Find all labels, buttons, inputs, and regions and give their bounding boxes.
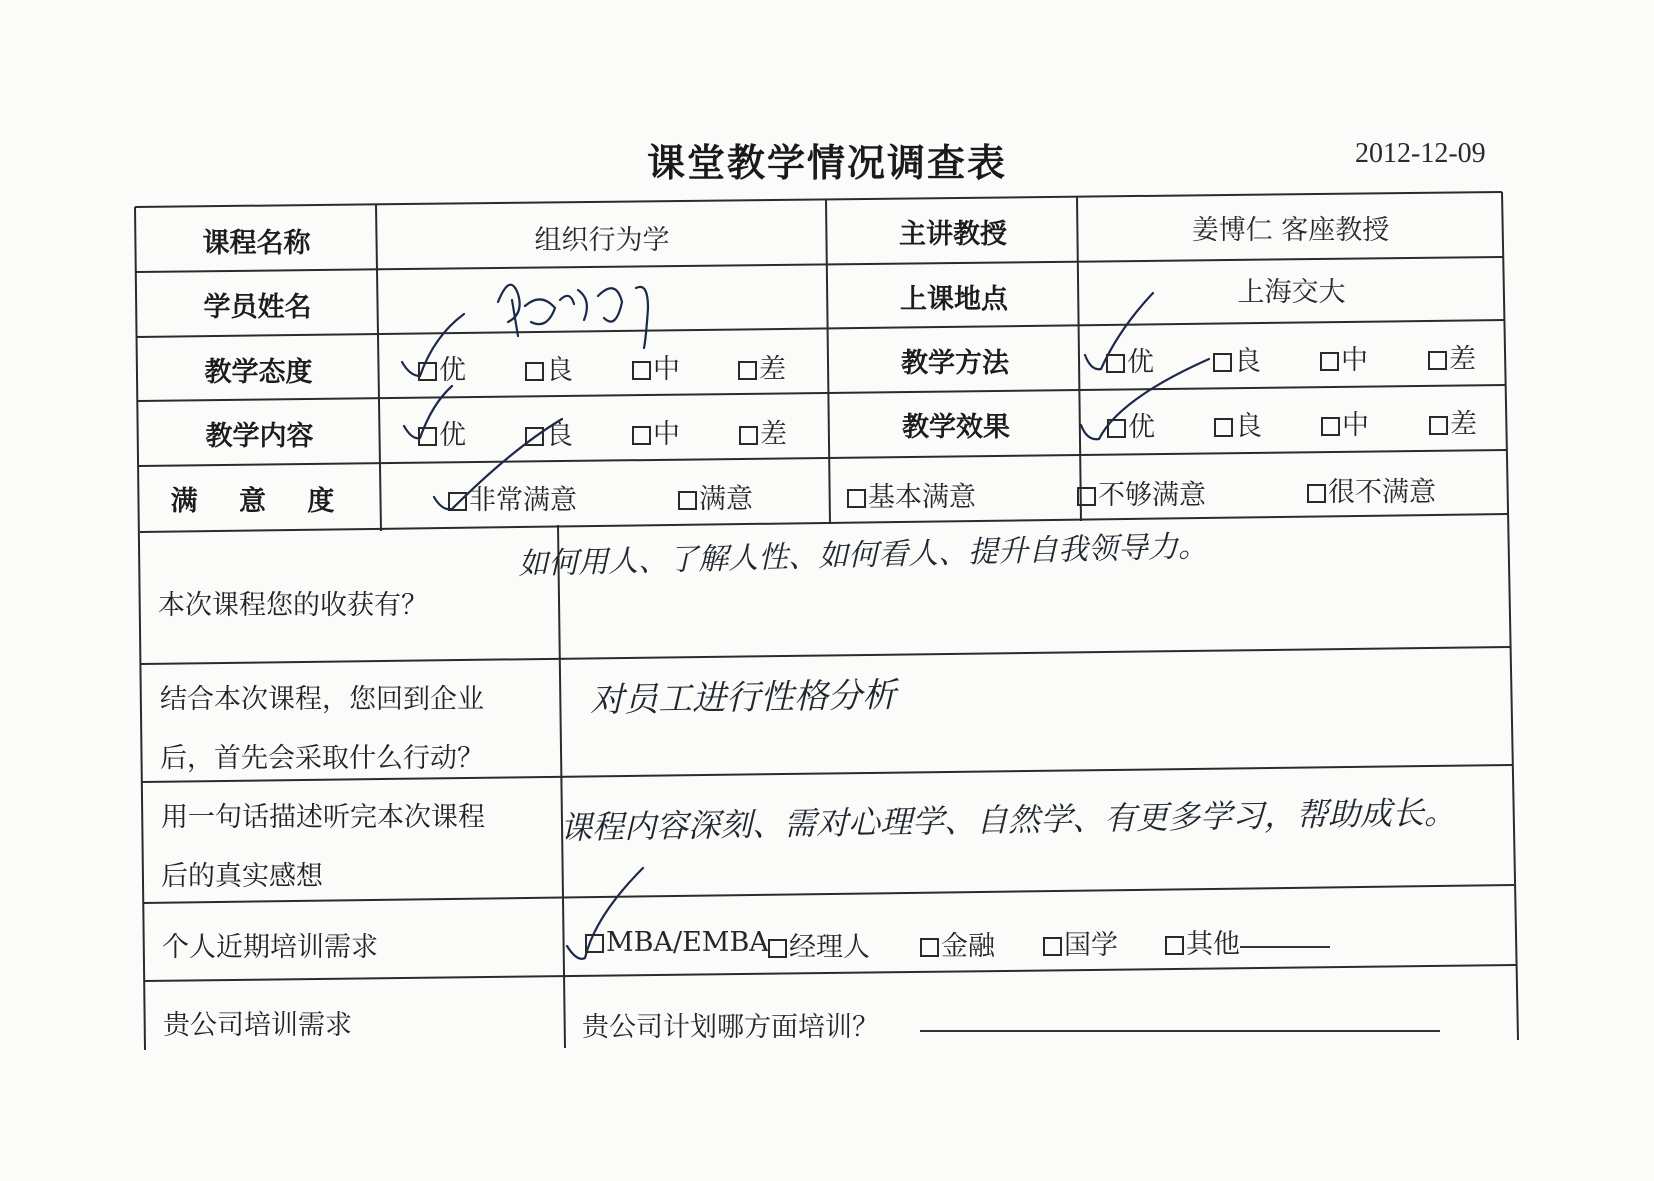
answer-feeling[interactable]: 课程内容深刻、需对心理学、自然学、有更多学习，帮助成长。 <box>559 793 1457 847</box>
teaching-method-label: 教学方法 <box>901 347 1009 379</box>
checkbox-icon <box>678 491 697 510</box>
checkbox-icon <box>525 362 544 381</box>
checkbox-checked-icon <box>418 427 437 446</box>
checkbox-icon <box>632 426 651 445</box>
question-action-line1: 结合本次课程，您回到企业 <box>160 684 484 715</box>
location-value: 上海交大 <box>1237 276 1346 308</box>
checkbox-icon <box>847 489 866 508</box>
company-training-prompt: 贵公司计划哪方面培训？ <box>582 1012 879 1043</box>
satisfaction-label: 满 意 度 <box>170 485 351 517</box>
teaching-attitude-label: 教学态度 <box>204 356 313 388</box>
student-name-label: 学员姓名 <box>203 291 312 323</box>
checkbox-icon <box>1428 351 1447 370</box>
effect-option-good[interactable]: 良 <box>1214 404 1262 443</box>
method-option-fair[interactable]: 中 <box>1320 338 1368 377</box>
company-training-label: 贵公司培训需求 <box>163 1009 352 1041</box>
question-feeling-line2: 后的真实感想 <box>161 861 323 892</box>
checkbox-icon <box>1077 487 1096 506</box>
checkbox-icon <box>768 939 787 958</box>
question-feeling-label <box>143 788 553 906</box>
checkbox-icon <box>1214 418 1233 437</box>
checkbox-checked-icon <box>1106 354 1125 373</box>
checkbox-icon <box>525 427 544 446</box>
company-training-input-line[interactable] <box>920 1030 1440 1032</box>
checkbox-icon <box>1321 417 1340 436</box>
training-option-mba[interactable]: MBA/EMBA <box>585 927 769 958</box>
attitude-option-fair[interactable]: 中 <box>632 347 680 386</box>
attitude-option-excellent[interactable]: 优 <box>418 348 466 387</box>
training-option-chinese-studies[interactable]: 国学 <box>1043 923 1118 962</box>
satisfaction-option-insufficient[interactable]: 不够满意 <box>1077 473 1206 512</box>
effect-option-poor[interactable]: 差 <box>1429 402 1477 441</box>
content-option-good[interactable]: 良 <box>525 413 573 452</box>
checkbox-icon <box>1429 416 1448 435</box>
personal-training-label: 个人近期培训需求 <box>162 931 378 963</box>
checkbox-checked-icon <box>1107 419 1126 438</box>
checkbox-checked-icon <box>418 362 437 381</box>
question-gains-label: 本次课程您的收获有？ <box>158 589 428 621</box>
training-option-other[interactable]: 其他 <box>1165 922 1330 961</box>
form-date: 2012-12-09 <box>1355 138 1486 169</box>
checkbox-icon <box>1213 353 1232 372</box>
method-option-poor[interactable]: 差 <box>1428 337 1476 376</box>
location-label: 上课地点 <box>900 283 1008 315</box>
satisfaction-option-very-satisfied[interactable]: 非常满意 <box>448 478 577 517</box>
satisfaction-option-satisfied[interactable]: 满意 <box>678 477 753 516</box>
checkbox-icon <box>920 938 939 957</box>
teaching-effect-label: 教学效果 <box>902 411 1010 443</box>
training-option-finance[interactable]: 金融 <box>920 924 995 963</box>
checkbox-icon <box>1307 484 1326 503</box>
attitude-option-good[interactable]: 良 <box>525 348 573 387</box>
course-name-label: 课程名称 <box>202 227 311 259</box>
method-option-good[interactable]: 良 <box>1213 339 1261 378</box>
question-action-line2: 后，首先会采取什么行动？ <box>160 743 484 774</box>
checkbox-icon <box>1165 936 1184 955</box>
checkbox-icon <box>739 426 758 445</box>
content-option-excellent[interactable]: 优 <box>418 413 466 452</box>
answer-gains[interactable]: 如何用人、了解人性、如何看人、提升自我领导力。 <box>517 528 1209 583</box>
professor-label: 主讲教授 <box>899 218 1007 250</box>
content-option-fair[interactable]: 中 <box>632 412 680 451</box>
professor-value: 姜博仁 客座教授 <box>1191 214 1390 246</box>
satisfaction-option-very-dissatisfied[interactable]: 很不满意 <box>1307 470 1436 509</box>
checkbox-checked-icon <box>448 492 467 511</box>
checkbox-icon <box>632 361 651 380</box>
course-name-value: 组织行为学 <box>534 224 670 256</box>
checkbox-icon <box>738 361 757 380</box>
content-option-poor[interactable]: 差 <box>739 412 787 451</box>
teaching-content-label: 教学内容 <box>205 420 314 452</box>
attitude-option-poor[interactable]: 差 <box>738 347 786 386</box>
checkbox-checked-icon <box>585 934 604 953</box>
method-option-excellent[interactable]: 优 <box>1106 340 1154 379</box>
effect-option-fair[interactable]: 中 <box>1321 403 1369 442</box>
training-option-manager[interactable]: 经理人 <box>768 925 870 964</box>
question-feeling-line1: 用一句话描述听完本次课程 <box>161 802 485 833</box>
checkbox-icon <box>1320 352 1339 371</box>
form-title: 课堂教学情况调查表 <box>646 141 1007 185</box>
satisfaction-option-basic[interactable]: 基本满意 <box>847 475 976 514</box>
question-action-label <box>142 670 552 788</box>
answer-action[interactable]: 对员工进行性格分析 <box>589 675 897 721</box>
effect-option-excellent[interactable]: 优 <box>1107 405 1155 444</box>
checkbox-icon <box>1043 937 1062 956</box>
other-blank-field[interactable] <box>1240 922 1330 948</box>
